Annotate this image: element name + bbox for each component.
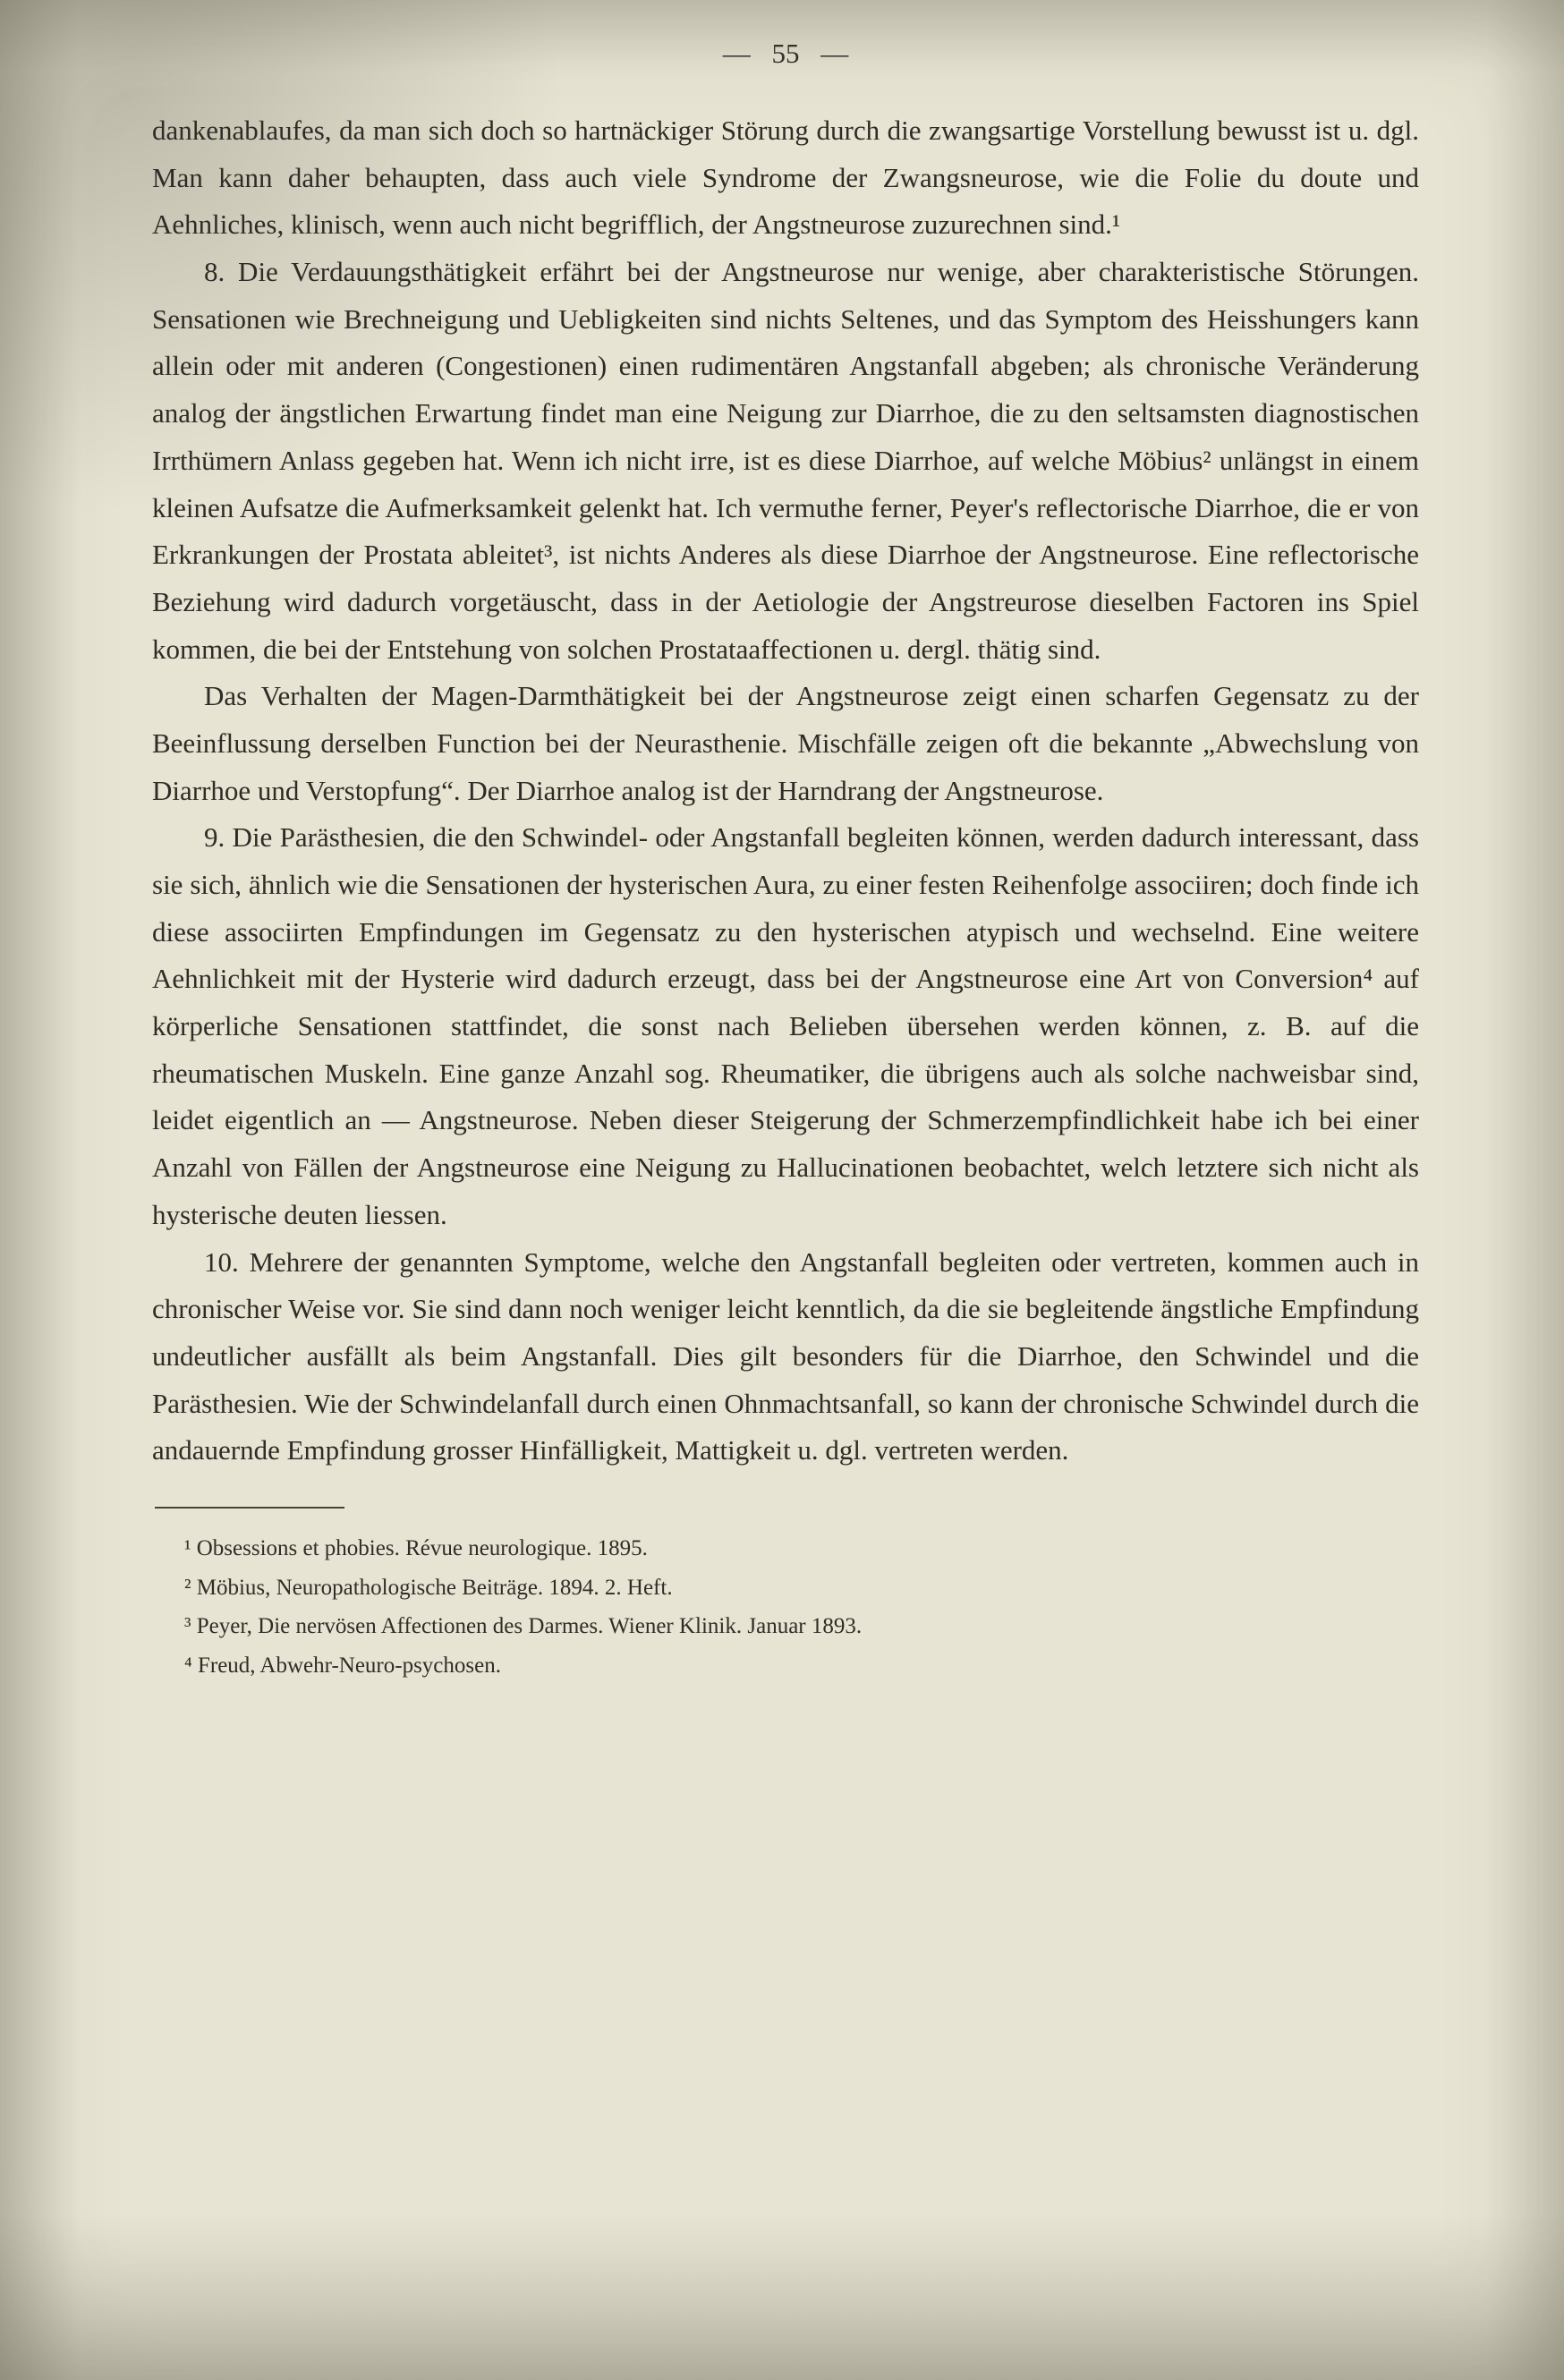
paragraph-5: 10. Mehrere der genannten Symptome, welche den Angstanfall begleiten oder vertreten, kommen auch in chronischer Weise vor. Sie sind dann noch weniger leicht kenntlich, da die sie begleitende ängstliche Empfindung undeutlicher ausfällt als beim Angstanfall. Dies gilt besonders für die Diarrhoe, den Schwindel und die Parästhesien. Wie der Schwindelanfall durch einen Ohnmachtsanfall, so kann der chronische Schwindel durch die andauernde Empfindung grosser Hinfälligkeit, Mattigkeit u. dgl. vertreten werden. bbox=[152, 1245, 1419, 1466]
footnote-4: ⁴ Freud, Abwehr-Neuro-psychosen. bbox=[184, 1653, 501, 1679]
page-number: — 55 — bbox=[722, 38, 849, 69]
footnote-3: ³ Peyer, Die nervösen Affectionen des Darmes. Wiener Klinik. Januar 1893. bbox=[184, 1614, 863, 1639]
footnote-1: ¹ Obsessions et phobies. Révue neurologique. 1895. bbox=[184, 1535, 648, 1560]
paragraph-1: dankenablaufes, da man sich doch so hartnäckiger Störung durch die zwangsartige Vorstellung bewusst ist u. dgl. Man kann daher behaupten, dass auch viele Syndrome der Zwangsneurose, wie die Folie du doute und Aehnliches, klinisch, wenn auch nicht begrifflich, der Angstneurose zuzurechnen sind.¹ bbox=[152, 115, 1419, 241]
footnotes bbox=[152, 1532, 1419, 1684]
page-body bbox=[152, 107, 1419, 1475]
paragraph-4: 9. Die Parästhesien, die den Schwindel- oder Angstanfall begleiten können, werden dadurch interessant, dass sie sich, ähnlich wie die Sensationen der hysterischen Aura, zu einer festen Reihenfolge associiren; doch finde ich diese associirten Empfindungen im Gegensatz zu den hysterischen atypisch und wechselnd. Eine weitere Aehnlichkeit mit der Hysterie wird dadurch erzeugt, dass bei der Angstneurose eine Art von Conversion⁴ auf körperliche Sensationen stattfindet, die sonst nach Belieben übersehen werden können, z. B. auf die rheumatischen Muskeln. Eine ganze Anzahl sog. Rheumatiker, die übrigens auch als solche nachweisbar sind, leidet eigentlich an — Angstneurose. Neben dieser Steigerung der Schmerzempfindlichkeit habe ich bei einer Anzahl von Fällen der Angstneurose eine Neigung zu Hallucinationen beobachtet, welch letztere sich nicht als hysterische deuten liessen. bbox=[152, 821, 1419, 1230]
paragraph-3: Das Verhalten der Magen-Darmthätigkeit bei der Angstneurose zeigt einen scharfen Gegensatz zu der Beeinflussung derselben Function bei der Neurasthenie. Mischfälle zeigen oft die bekannte „Abwechslung von Diarrhoe und Verstopfung“. Der Diarrhoe analog ist der Harndrang der Angstneurose. bbox=[152, 680, 1419, 806]
paragraph-2: 8. Die Verdauungsthätigkeit erfährt bei der Angstneurose nur wenige, aber charakteristische Störungen. Sensationen wie Brechneigung und Uebligkeiten sind nichts Seltenes, und das Symptom des Heisshungers kann allein oder mit anderen (Congestionen) einen rudimentären Angstanfall abgeben; als chronische Veränderung analog der ängstlichen Erwartung findet man eine Neigung zur Diarrhoe, die zu den seltsamsten diagnostischen Irrthümern Anlass gegeben hat. Wenn ich nicht irre, ist es diese Diarrhoe, auf welche Möbius² unlängst in einem kleinen Aufsatze die Aufmerksamkeit gelenkt hat. Ich vermuthe ferner, Peyer's reflectorische Diarrhoe, die er von Erkrankungen der Prostata ableitet³, ist nichts Anderes als diese Diarrhoe der Angstneurose. Eine reflectorische Beziehung wird dadurch vorgetäuscht, dass in der Aetiologie der Angstreurose dieselben Factoren ins Spiel kommen, die bei der Entstehung von solchen Prostataaffectionen u. dergl. thätig sind. bbox=[152, 256, 1419, 665]
footnote-2: ² Möbius, Neuropathologische Beiträge. 1894. 2. Heft. bbox=[184, 1575, 673, 1600]
footnote-divider bbox=[155, 1507, 344, 1509]
